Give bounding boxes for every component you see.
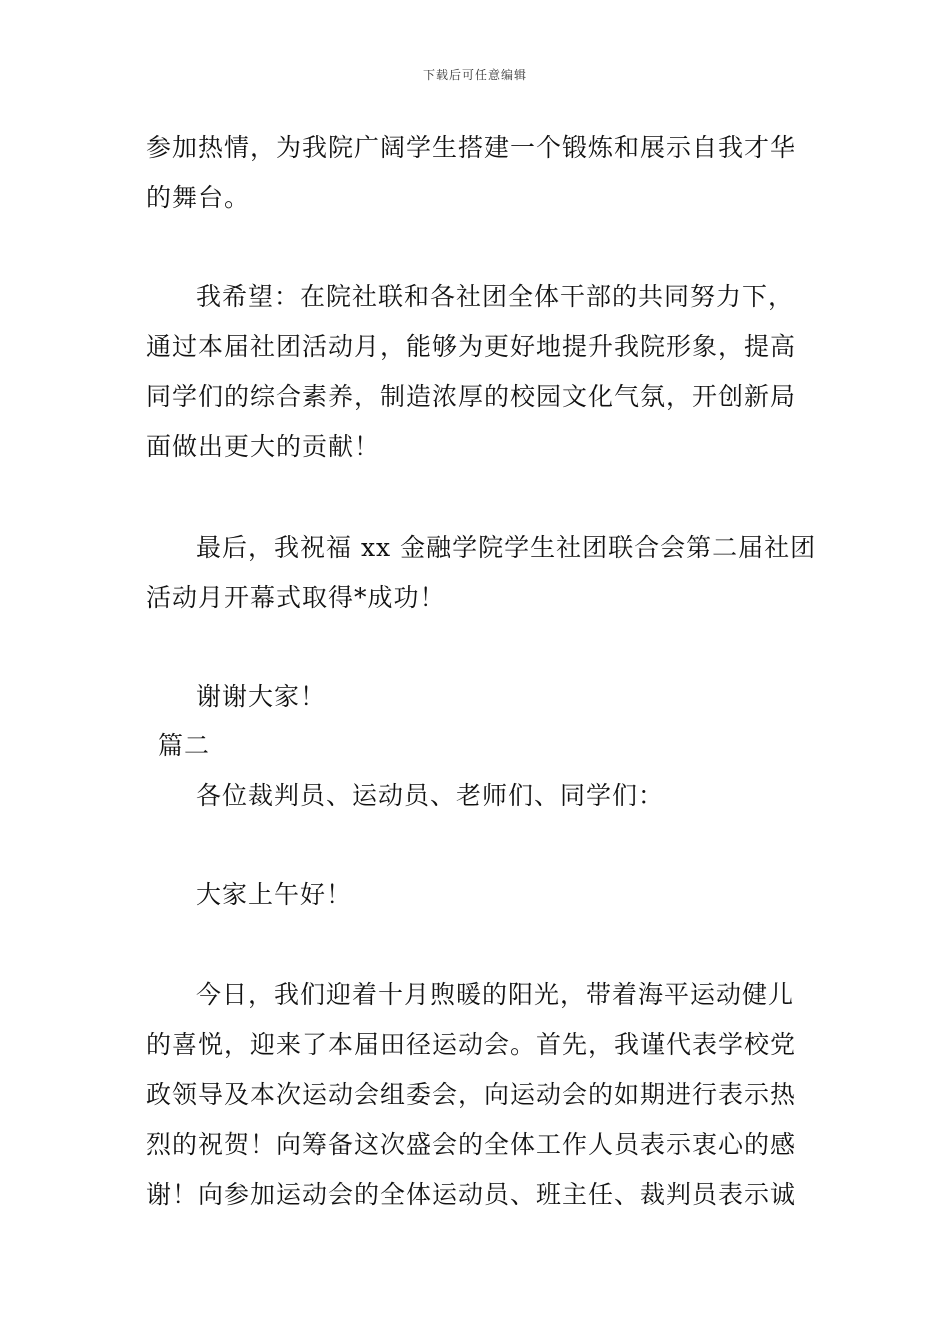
text-line: 烈的祝贺！向筹备这次盛会的全体工作人员表示衷心的感 bbox=[146, 1130, 797, 1159]
text-line: 谢谢大家！ bbox=[196, 682, 327, 711]
section-heading: 篇二 bbox=[158, 731, 211, 760]
text-line: 政领导及本次运动会组委会，向运动会的如期进行表示热 bbox=[146, 1080, 797, 1109]
text-line: 各位裁判员、运动员、老师们、同学们： bbox=[196, 781, 665, 810]
text-line: 谢！向参加运动会的全体运动员、班主任、裁判员表示诚 bbox=[146, 1180, 797, 1209]
text-line: 的舞台。 bbox=[146, 183, 251, 212]
text-line: 的喜悦，迎来了本届田径运动会。首先，我谨代表学校党 bbox=[146, 1030, 797, 1059]
text-line: 最后，我祝福 xx 金融学院学生社团联合会第二届社团 bbox=[196, 533, 817, 562]
text-line: 同学们的综合素养，制造浓厚的校园文化气氛，开创新局 bbox=[146, 382, 797, 411]
text-line: 今日，我们迎着十月煦暖的阳光，带着海平运动健儿 bbox=[196, 980, 795, 1009]
page-header: 下载后可任意编辑 bbox=[422, 68, 527, 82]
text-line: 通过本届社团活动月，能够为更好地提升我院形象，提高 bbox=[146, 332, 797, 361]
text-line: 活动月开幕式取得*成功！ bbox=[146, 583, 446, 612]
text-line: 面做出更大的贡献！ bbox=[146, 432, 381, 461]
text-line: 参加热情，为我院广阔学生搭建一个锻炼和展示自我才华 bbox=[146, 133, 797, 162]
text-line: 我希望：在院社联和各社团全体干部的共同努力下， bbox=[196, 282, 795, 311]
text-line: 大家上午好！ bbox=[196, 880, 353, 909]
